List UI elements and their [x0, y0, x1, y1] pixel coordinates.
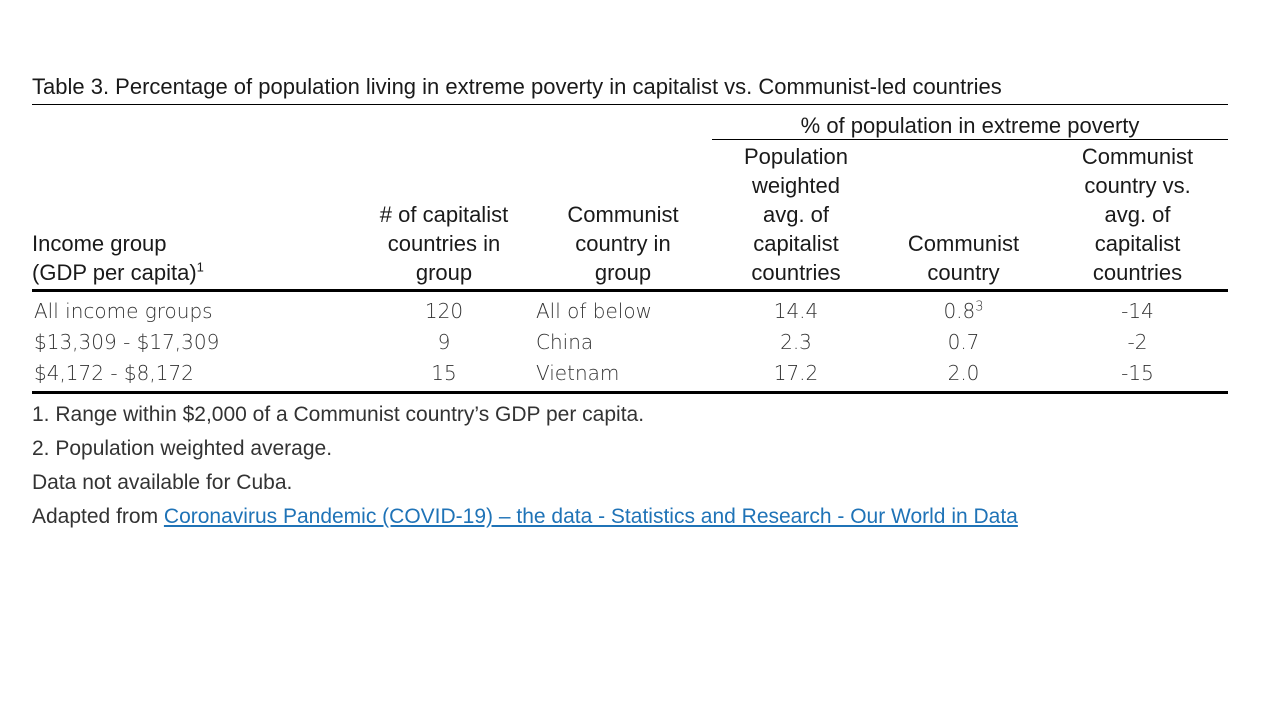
cell-communist-country: All of below	[536, 299, 652, 323]
cell-num-capitalist: 15	[354, 358, 534, 393]
cell-income-group: $4,172 - $8,172	[32, 358, 354, 393]
header-pop-weighted-avg: Population weighted avg. of capitalist countries	[712, 140, 880, 291]
cell-num-capitalist: 120	[424, 299, 464, 323]
cell-pop-weighted: 14.4	[773, 299, 819, 323]
table-group-header-row	[32, 105, 1228, 140]
group-header-extreme-poverty: % of population in extreme poverty	[712, 105, 1228, 140]
source-prefix: Adapted from	[32, 505, 164, 528]
table-caption: Table 3. Percentage of population living in extreme poverty in capitalist vs. Communist-led countries	[32, 74, 1002, 99]
header-communist-vs-capitalist: Communist country vs. avg. of capitalist countries	[1047, 140, 1228, 291]
table-row	[32, 358, 1228, 393]
cell-vs: -14	[1121, 299, 1154, 323]
header-communist-country-in-group: Communist country in group	[534, 140, 712, 291]
table-row	[32, 291, 1228, 328]
footnote-2: 2. Population weighted average.	[32, 437, 333, 460]
cell-income-group: $13,309 - $17,309	[34, 330, 220, 354]
cell-communist-value: 2.0	[880, 358, 1047, 393]
cell-pop-weighted: 2.3	[780, 330, 812, 354]
table-header-row	[32, 140, 1228, 291]
cell-communist-value: $0.8^3$	[943, 299, 984, 323]
header-communist-country: Communist country	[880, 140, 1047, 291]
cell-communist-country: China	[536, 330, 594, 354]
source-attribution	[32, 500, 1228, 534]
header-income-group: Income group (GDP per capita)$^1$	[32, 140, 354, 291]
table-row	[32, 327, 1228, 358]
poverty-table	[32, 104, 1228, 394]
document-page	[32, 72, 1228, 534]
cell-communist-country: Vietnam	[534, 358, 712, 393]
cell-vs: -15	[1047, 358, 1228, 393]
footnote-1: 1. Range within $2,000 of a Communist country’s GDP per capita.	[32, 403, 645, 426]
cell-communist-value: 0.7	[947, 330, 980, 354]
footnote-cuba: Data not available for Cuba.	[32, 471, 293, 494]
cell-income-group: All income groups	[34, 299, 213, 323]
cell-pop-weighted: 17.2	[712, 358, 880, 393]
table-notes	[32, 398, 1228, 534]
cell-num-capitalist: 9	[437, 330, 451, 354]
header-num-capitalist: # of capitalist countries in group	[354, 140, 534, 291]
source-link[interactable]: Coronavirus Pandemic (COVID-19) – the data - Statistics and Research - Our World in Data	[163, 505, 1018, 528]
cell-vs: -2	[1127, 330, 1148, 354]
